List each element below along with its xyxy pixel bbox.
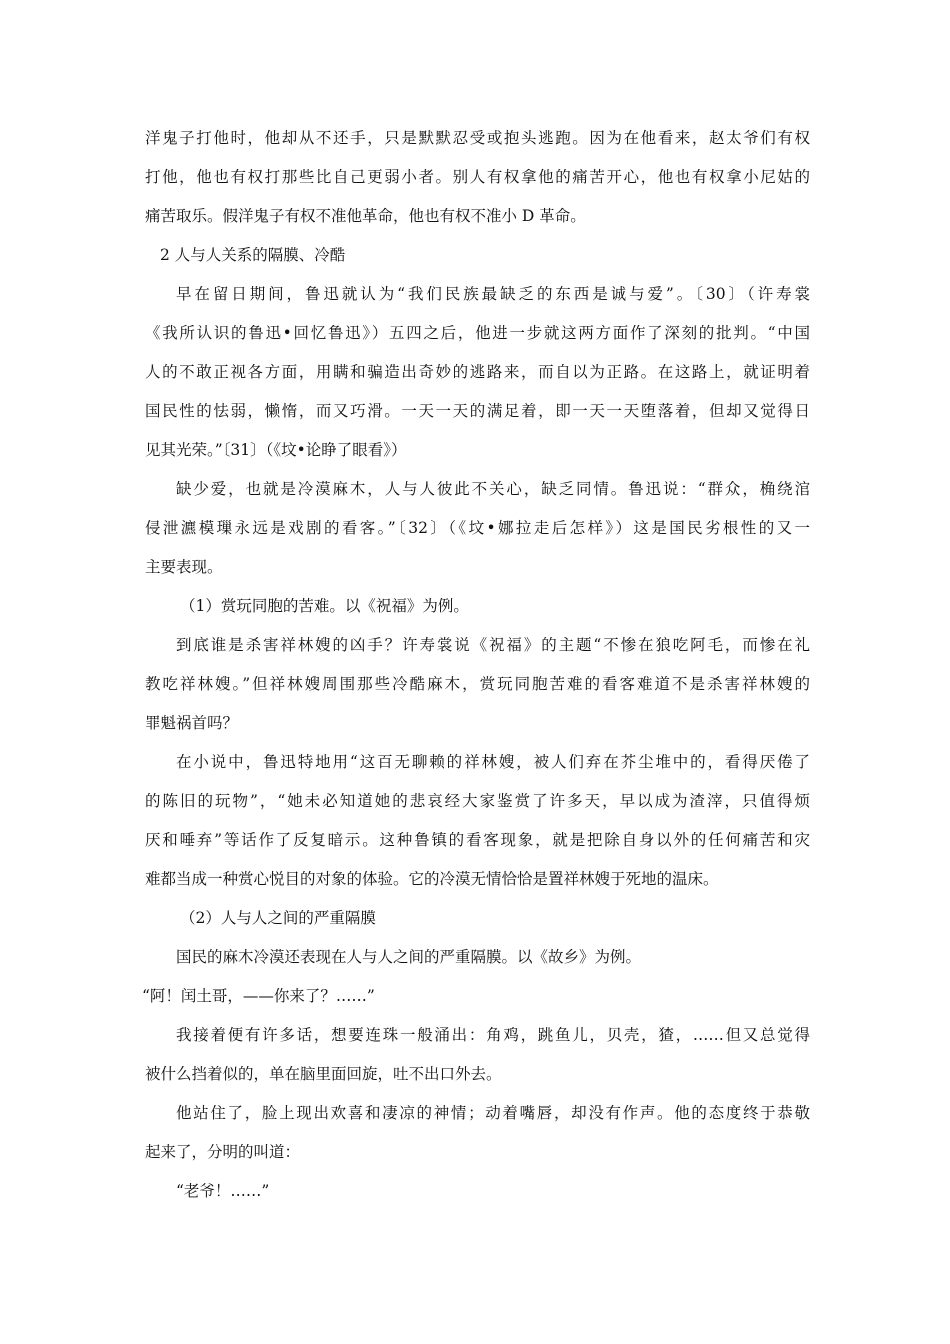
quote-line: “阿！闰土哥，——你来了？……” xyxy=(142,987,375,1005)
paragraph-line: 罪魁祸首吗？ xyxy=(145,714,239,732)
paragraph-line: 的陈旧的玩物”，“她未必知道她的悲哀经大家鉴赏了许多天，早以成为渣滓，只值得烦 xyxy=(145,792,810,810)
paragraph-line: 人的不敢正视各方面，用瞒和骗造出奇妙的逃路来，而自以为正路。在这路上，就证明着 xyxy=(145,363,810,381)
paragraph-line: 国民性的怯弱，懒惰，而又巧滑。一天一天的满足着，即一天一天堕落着，但却又觉得日 xyxy=(145,402,810,420)
paragraph-line: 在小说中，鲁迅特地用“这百无聊赖的祥林嫂，被人们弃在芥尘堆中的，看得厌倦了 xyxy=(176,753,810,771)
paragraph-line: 痛苦取乐。假洋鬼子有权不准他革命，他也有权不准小 D 革命。 xyxy=(145,207,586,225)
paragraph-line: 《我所认识的鲁迅•回忆鲁迅》）五四之后，他进一步就这两方面作了深刻的批判。“中国 xyxy=(145,324,810,342)
paragraph-line: 缺少爱，也就是冷漠麻木，人与人彼此不关心，缺乏同情。鲁迅说：“群众，桷绕涫 xyxy=(176,480,810,498)
paragraph-line: 教吃祥林嫂。”但祥林嫂周围那些冷酷麻木，赏玩同胞苦难的看客难道不是杀害祥林嫂的 xyxy=(145,675,810,693)
subsection-heading: （2）人与人之间的严重隔膜 xyxy=(180,909,376,927)
paragraph-line: 主要表现。 xyxy=(145,558,223,576)
paragraph-line: 厌和唾弃”等话作了反复暗示。这种鲁镇的看客现象，就是把除自身以外的任何痛苦和灾 xyxy=(145,831,810,849)
paragraph-line: 起来了，分明的叫道： xyxy=(145,1143,301,1161)
paragraph-line: 被什么挡着似的，单在脑里面回旋，吐不出口外去。 xyxy=(145,1065,502,1083)
section-heading: 2 人与人关系的隔膜、冷酷 xyxy=(160,246,346,264)
paragraph-line: 见其光荣。”〔31〕（《坟•论睁了眼看》） xyxy=(145,441,407,459)
paragraph-line: 洋鬼子打他时，他却从不还手，只是默默忍受或抱头逃跑。因为在他看来，赵太爷们有权 xyxy=(145,129,810,147)
paragraph-line: 他站住了，脸上现出欢喜和凄凉的神情；动着嘴唇，却没有作声。他的态度终于恭敬 xyxy=(176,1104,810,1122)
paragraph-line: 难都当成一种赏心悦目的对象的体验。它的冷漠无情恰恰是置祥林嫂于死地的温床。 xyxy=(145,870,719,888)
subsection-heading: （1）赏玩同胞的苦难。以《祝福》为例。 xyxy=(180,597,469,615)
paragraph-line: 我接着便有许多话，想要连珠一般涌出：角鸡，跳鱼儿，贝壳，猹，……但又总觉得 xyxy=(176,1026,810,1044)
paragraph-line: 打他，他也有权打那些比自己更弱小者。别人有权拿他的痛苦开心，他也有权拿小尼姑的 xyxy=(145,168,810,186)
paragraph-line: 早在留日期间，鲁迅就认为“我们民族最缺乏的东西是诚与爱”。〔30〕（许寿裳 xyxy=(176,285,810,303)
quote-line: “老爷！……” xyxy=(176,1182,270,1200)
paragraph-line: 侵泄瀌模璅永远是戏剧的看客。”〔32〕（《坟•娜拉走后怎样》）这是国民劣根性的又一 xyxy=(145,519,810,537)
paragraph-line: 到底谁是杀害祥林嫂的凶手？许寿裳说《祝福》的主题“不惨在狼吃阿毛，而惨在礼 xyxy=(176,636,810,654)
paragraph-line: 国民的麻木冷漠还表现在人与人之间的严重隔膜。以《故乡》为例。 xyxy=(176,948,642,966)
